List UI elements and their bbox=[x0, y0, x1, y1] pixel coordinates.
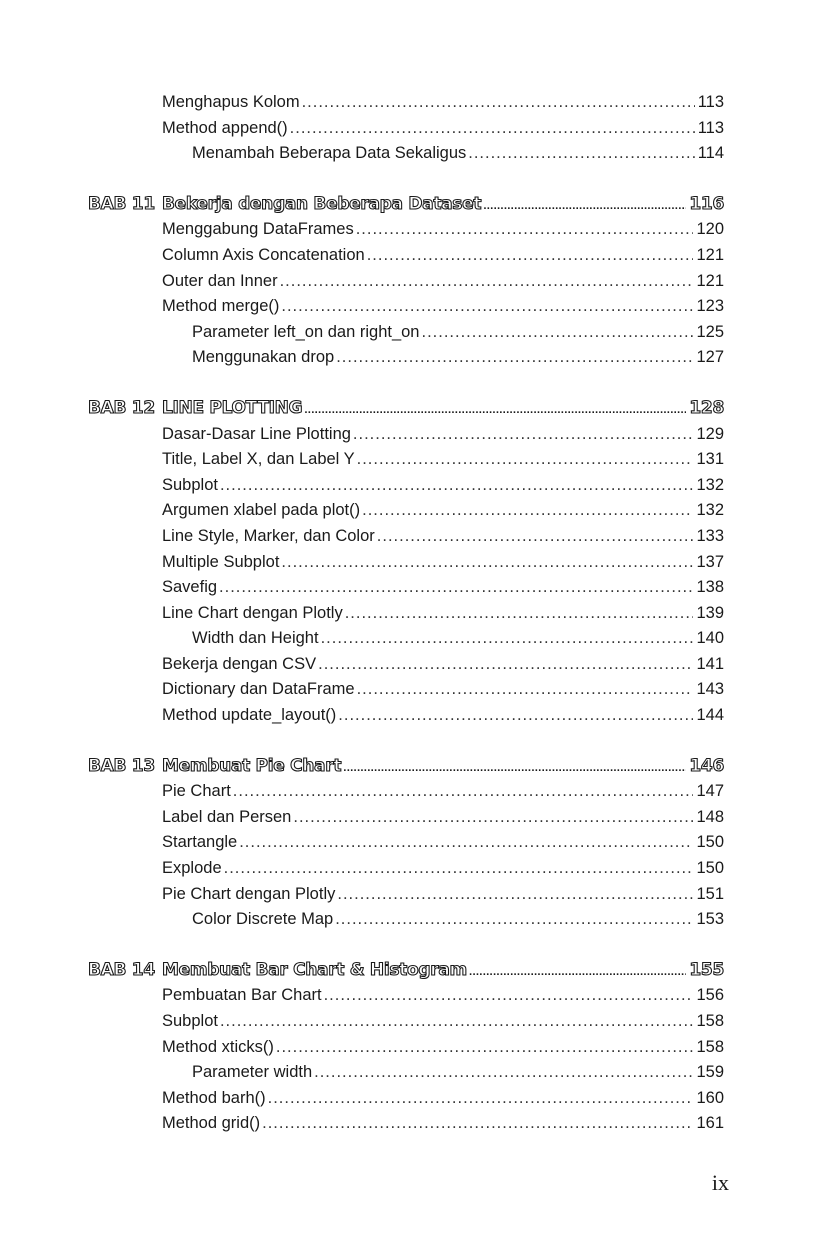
toc-entry bbox=[162, 116, 724, 142]
dot-leader bbox=[324, 983, 694, 1009]
entry-title: Method xticks() bbox=[162, 1037, 274, 1056]
toc-entry bbox=[162, 1111, 724, 1137]
dot-leader bbox=[367, 243, 694, 269]
entry-page-number: 139 bbox=[696, 603, 724, 622]
entry-page-number: 127 bbox=[696, 348, 724, 367]
toc-section-row bbox=[0, 677, 825, 703]
toc-entry bbox=[192, 1060, 724, 1086]
toc-entry bbox=[162, 473, 724, 499]
page-number: ix bbox=[711, 1170, 729, 1195]
entry-page-number: 113 bbox=[697, 93, 724, 111]
toc-section-row bbox=[0, 550, 825, 576]
entry-page-number: 153 bbox=[696, 910, 724, 929]
toc-entry bbox=[162, 703, 724, 729]
toc-entry bbox=[162, 422, 724, 448]
toc-subsection-row bbox=[0, 141, 825, 167]
dot-leader bbox=[314, 1060, 693, 1086]
toc-subsection-row bbox=[0, 907, 825, 933]
toc-chapter-heading bbox=[0, 396, 825, 422]
entry-title: Dasar-Dasar Line Plotting bbox=[162, 424, 351, 443]
entry-title: Title, Label X, dan Label Y bbox=[162, 450, 355, 469]
entry-title: Dictionary dan DataFrame bbox=[162, 680, 355, 699]
entry-title: Menggabung DataFrames bbox=[162, 220, 354, 239]
entry-page-number: 133 bbox=[696, 526, 724, 545]
toc-section-row bbox=[0, 856, 825, 882]
toc-entry bbox=[162, 1086, 724, 1112]
entry-page-number: 143 bbox=[696, 680, 724, 699]
toc-subsection-row bbox=[0, 1060, 825, 1086]
dot-leader bbox=[293, 805, 693, 831]
dot-leader bbox=[357, 677, 694, 703]
entry-page-number: 123 bbox=[696, 297, 724, 316]
toc-entry bbox=[162, 652, 724, 678]
entry-title: Method barh() bbox=[162, 1088, 266, 1107]
toc-subsection-row bbox=[0, 626, 825, 652]
toc-entry bbox=[162, 90, 724, 116]
entry-title: Column Axis Concatenation bbox=[162, 245, 365, 264]
toc-subsection-row bbox=[0, 320, 825, 346]
entry-title: Multiple Subplot bbox=[162, 552, 280, 571]
dot-leader bbox=[321, 626, 694, 652]
chapter-entry bbox=[162, 192, 724, 221]
toc-section-row bbox=[0, 882, 825, 908]
dot-leader bbox=[357, 447, 694, 473]
toc-section-row bbox=[0, 830, 825, 856]
dot-leader bbox=[421, 320, 693, 346]
dot-leader bbox=[239, 830, 693, 856]
entry-title: Parameter width bbox=[192, 1063, 313, 1082]
toc-entry bbox=[162, 269, 724, 295]
chapter-entry bbox=[162, 396, 724, 425]
entry-title: Menggunakan drop bbox=[192, 348, 335, 367]
entry-page-number: 148 bbox=[696, 807, 724, 826]
toc-entry bbox=[162, 243, 724, 269]
toc-entry bbox=[162, 1009, 724, 1035]
toc-entry bbox=[192, 320, 724, 346]
entry-page-number: 138 bbox=[696, 578, 724, 597]
dot-leader bbox=[280, 269, 694, 295]
entry-title: Menambah Beberapa Data Sekaligus bbox=[192, 144, 467, 163]
toc-section-row bbox=[0, 243, 825, 269]
entry-title: Pie Chart dengan Plotly bbox=[162, 884, 336, 903]
entry-title: Argumen xlabel pada plot() bbox=[162, 501, 361, 520]
dot-leader bbox=[224, 856, 694, 882]
toc-entry bbox=[162, 830, 724, 856]
entry-title: Bekerja dengan CSV bbox=[162, 654, 317, 673]
entry-title: Color Discrete Map bbox=[192, 910, 334, 929]
chapter-page-number: 155 bbox=[689, 959, 724, 980]
entry-page-number: 113 bbox=[697, 118, 724, 137]
toc-subsection-row bbox=[0, 345, 825, 371]
entry-title: Label dan Persen bbox=[162, 807, 292, 826]
dot-leader bbox=[336, 345, 693, 371]
entry-title: Explode bbox=[162, 859, 222, 878]
toc-entry bbox=[162, 856, 724, 882]
table-of-contents bbox=[0, 90, 825, 1137]
entry-page-number: 114 bbox=[697, 144, 724, 163]
entry-title: Method update_layout() bbox=[162, 706, 337, 725]
toc-entry bbox=[162, 779, 724, 805]
dot-leader bbox=[362, 498, 693, 524]
dot-leader bbox=[377, 524, 694, 550]
dot-leader bbox=[220, 473, 694, 499]
toc-entry bbox=[162, 575, 724, 601]
chapter-page-number: 146 bbox=[689, 755, 724, 776]
entry-title: Subplot bbox=[162, 475, 218, 494]
entry-title: Startangle bbox=[162, 833, 238, 852]
chapter-page-number: 128 bbox=[689, 397, 724, 418]
entry-page-number: 140 bbox=[696, 629, 724, 648]
entry-page-number: 129 bbox=[696, 424, 724, 443]
chapter-number: BAB 13 bbox=[88, 755, 155, 776]
toc-entry bbox=[192, 907, 724, 933]
entry-title: Method grid() bbox=[162, 1114, 261, 1133]
toc-section-row bbox=[0, 575, 825, 601]
toc-section-row bbox=[0, 422, 825, 448]
entry-title: Line Style, Marker, dan Color bbox=[162, 526, 375, 545]
toc-section-row bbox=[0, 524, 825, 550]
toc-entry bbox=[162, 882, 724, 908]
toc-section-row bbox=[0, 473, 825, 499]
chapter-number: BAB 14 bbox=[88, 959, 155, 980]
entry-page-number: 121 bbox=[696, 245, 724, 264]
entry-title: Pie Chart bbox=[162, 782, 231, 801]
dot-leader bbox=[276, 1035, 694, 1061]
entry-page-number: 160 bbox=[696, 1088, 724, 1107]
entry-page-number: 144 bbox=[696, 706, 724, 725]
dot-leader bbox=[219, 575, 693, 601]
dot-leader bbox=[345, 601, 694, 627]
toc-section-row bbox=[0, 703, 825, 729]
toc-section-row bbox=[0, 1111, 825, 1137]
entry-page-number: 159 bbox=[696, 1063, 724, 1082]
dot-leader bbox=[220, 1009, 694, 1035]
dot-leader bbox=[337, 882, 693, 908]
dot-leader bbox=[335, 907, 693, 933]
toc-chapter-heading bbox=[0, 958, 825, 984]
toc-entry bbox=[162, 983, 724, 1009]
dot-leader bbox=[262, 1111, 693, 1137]
entry-title: Parameter left_on dan right_on bbox=[192, 322, 420, 341]
entry-page-number: 158 bbox=[696, 1037, 724, 1056]
toc-section-row bbox=[0, 269, 825, 295]
chapter-entry bbox=[162, 958, 724, 987]
toc-entry bbox=[162, 524, 724, 550]
entry-page-number: 131 bbox=[696, 450, 724, 469]
toc-section-row bbox=[0, 1035, 825, 1061]
entry-page-number: 147 bbox=[696, 782, 724, 801]
entry-title: Subplot bbox=[162, 1012, 218, 1030]
dot-leader bbox=[318, 652, 693, 678]
chapter-title: LINE PLOTTING bbox=[162, 397, 303, 418]
dot-leader bbox=[290, 116, 695, 142]
toc-section-row bbox=[0, 447, 825, 473]
toc-section-row bbox=[0, 779, 825, 805]
toc-section-row bbox=[0, 116, 825, 142]
chapter-title: Membuat Bar Chart & Histogram bbox=[162, 959, 467, 980]
dot-leader bbox=[268, 1086, 694, 1112]
entry-title: Method append() bbox=[162, 118, 288, 137]
toc-entry bbox=[162, 1035, 724, 1061]
entry-page-number: 161 bbox=[696, 1114, 724, 1133]
toc-section-row bbox=[0, 652, 825, 678]
chapter-number: BAB 12 bbox=[88, 397, 155, 418]
toc-section-row bbox=[0, 90, 825, 116]
toc-section-row bbox=[0, 1086, 825, 1112]
toc-entry bbox=[162, 294, 724, 320]
chapter-entry bbox=[162, 754, 724, 783]
toc-chapter-heading bbox=[0, 754, 825, 780]
chapter-page-number: 116 bbox=[689, 193, 724, 214]
entry-title: Line Chart dengan Plotly bbox=[162, 603, 343, 622]
toc-chapter-heading bbox=[0, 192, 825, 218]
dot-leader bbox=[353, 422, 694, 448]
entry-title: Pembuatan Bar Chart bbox=[162, 986, 322, 1005]
entry-page-number: 141 bbox=[696, 654, 724, 673]
dot-leader bbox=[468, 141, 694, 167]
entry-page-number: 137 bbox=[696, 552, 724, 571]
dot-leader bbox=[338, 703, 693, 729]
toc-entry bbox=[162, 498, 724, 524]
entry-page-number: 132 bbox=[696, 501, 724, 520]
toc-entry bbox=[192, 141, 724, 167]
dot-leader bbox=[302, 90, 695, 116]
entry-page-number: 125 bbox=[696, 322, 724, 341]
entry-title: Outer dan Inner bbox=[162, 271, 278, 290]
entry-page-number: 120 bbox=[696, 220, 724, 239]
toc-entry bbox=[192, 345, 724, 371]
dot-leader bbox=[356, 217, 694, 243]
entry-page-number: 156 bbox=[696, 986, 724, 1005]
entry-title: Method merge() bbox=[162, 297, 280, 316]
toc-entry bbox=[162, 447, 724, 473]
entry-page-number: 132 bbox=[696, 475, 724, 494]
toc-section-row bbox=[0, 294, 825, 320]
toc-entry bbox=[192, 626, 724, 652]
entry-page-number: 151 bbox=[696, 884, 724, 903]
dot-leader bbox=[281, 550, 693, 576]
toc-entry bbox=[162, 550, 724, 576]
toc-entry bbox=[162, 601, 724, 627]
chapter-number: BAB 11 bbox=[88, 193, 155, 214]
entry-page-number: 158 bbox=[696, 1012, 724, 1030]
entry-title: Savefig bbox=[162, 578, 218, 597]
toc-entry bbox=[162, 805, 724, 831]
entry-page-number: 121 bbox=[696, 271, 724, 290]
toc-section-row bbox=[0, 601, 825, 627]
toc-section-row bbox=[0, 983, 825, 1009]
chapter-title: Bekerja dengan Beberapa Dataset bbox=[162, 193, 482, 214]
toc-section-row bbox=[0, 498, 825, 524]
entry-title: Menghapus Kolom bbox=[162, 93, 300, 111]
toc-section-row bbox=[0, 217, 825, 243]
toc-entry bbox=[162, 677, 724, 703]
entry-page-number: 150 bbox=[696, 833, 724, 852]
chapter-title: Membuat Pie Chart bbox=[162, 755, 342, 776]
dot-leader bbox=[281, 294, 693, 320]
toc-section-row bbox=[0, 805, 825, 831]
dot-leader bbox=[233, 779, 694, 805]
entry-title: Width dan Height bbox=[192, 629, 319, 648]
entry-page-number: 150 bbox=[696, 859, 724, 878]
toc-section-row bbox=[0, 1009, 825, 1035]
toc-entry bbox=[162, 217, 724, 243]
